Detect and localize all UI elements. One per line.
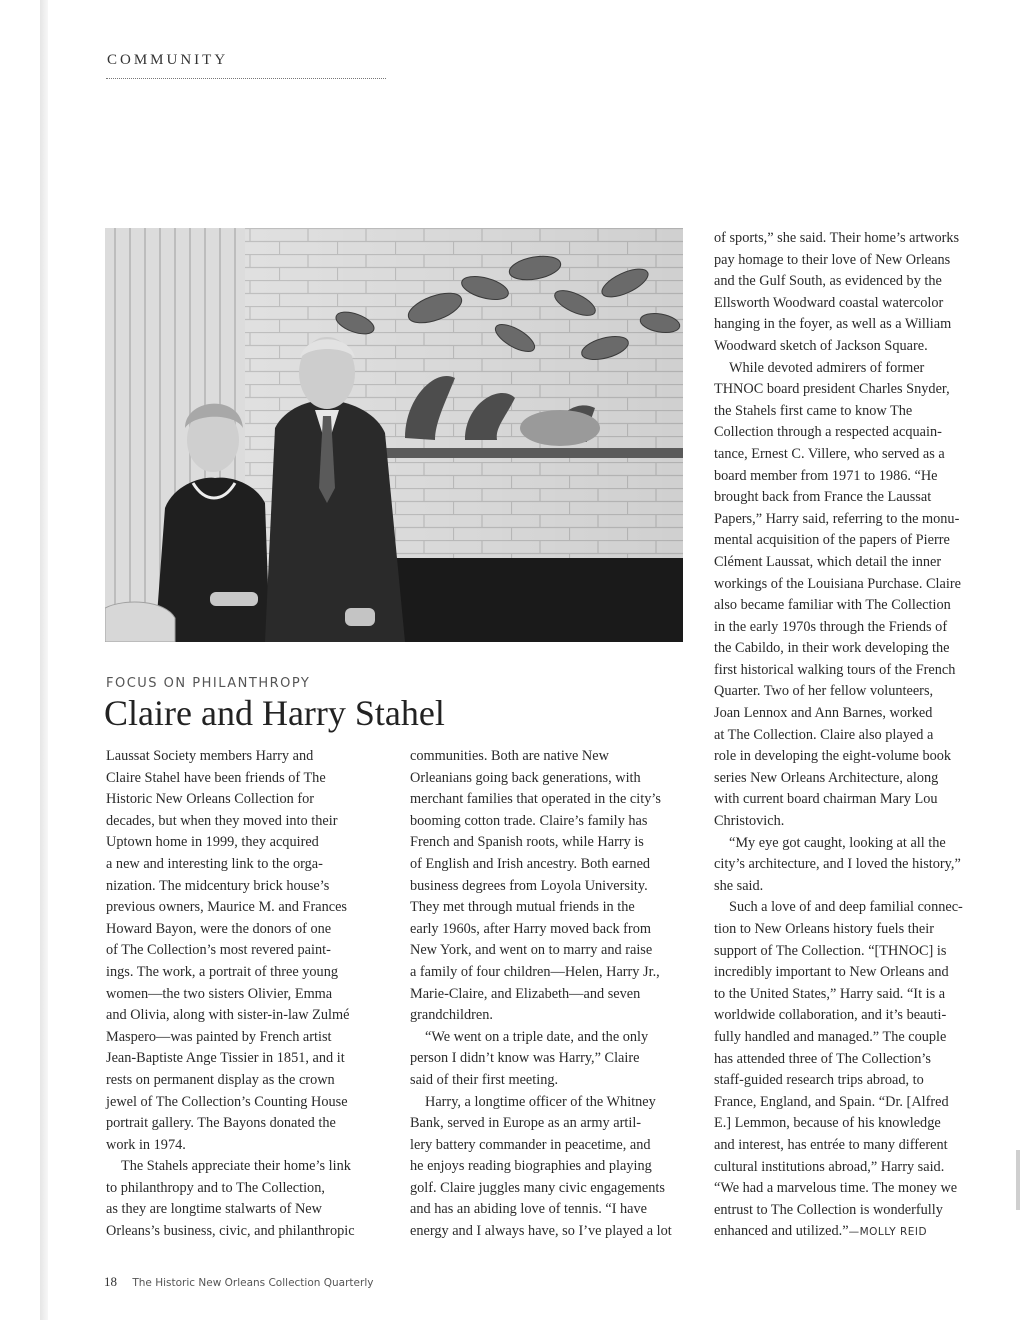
text-line: While devoted admirers of former xyxy=(729,359,925,376)
paragraph xyxy=(410,1027,706,1092)
text-line: business degrees from Loyola University. xyxy=(410,877,648,894)
article-column-1 xyxy=(106,746,396,1243)
text-line: said of their first meeting. xyxy=(410,1071,559,1088)
text-line: brought back from France the Laussat xyxy=(714,489,932,506)
text-line: he enjoys reading biographies and playing xyxy=(410,1158,652,1175)
paragraph xyxy=(106,1156,396,1242)
text-line: They met through mutual friends in the xyxy=(410,899,635,916)
text-line: tion to New Orleans history fuels their xyxy=(714,921,934,937)
text-line: decades, but when they moved into their xyxy=(106,812,338,829)
text-line: to the United States,” Harry said. “It is a xyxy=(714,985,946,1002)
text-line: also became familiar with The Collection xyxy=(714,597,951,614)
text-line: communities. Both are native New xyxy=(410,748,609,764)
publication-title: The Historic New Orleans Collection Quarterly xyxy=(132,1277,374,1289)
text-line: person I didn’t know was Harry,” Claire xyxy=(410,1050,640,1067)
text-line: “We went on a triple date, and the only xyxy=(425,1028,649,1045)
text-line: entrust to The Collection is wonderfully xyxy=(714,1201,943,1218)
text-line: in the early 1970s through the Friends of xyxy=(714,618,948,635)
page-edge-right xyxy=(1016,1150,1020,1210)
page-edge xyxy=(40,0,48,1320)
text-line: as they are longtime stalwarts of New xyxy=(106,1201,322,1218)
text-line: Harry, a longtime officer of the Whitney xyxy=(425,1093,656,1110)
text-line: to philanthropy and to The Collection, xyxy=(106,1179,325,1196)
text-line: and has an abiding love of tennis. “I have xyxy=(410,1201,648,1218)
text-line: first historical walking tours of the French xyxy=(714,661,956,678)
paragraph xyxy=(714,897,1004,1243)
text-line: Quarter. Two of her fellow volunteers, xyxy=(714,683,934,700)
text-line: Historic New Orleans Collection for xyxy=(106,791,315,808)
text-line: “My eye got caught, looking at all the xyxy=(729,834,946,851)
text-line: series New Orleans Architecture, along xyxy=(714,769,939,786)
text-line: support of The Collection. “[THNOC] is xyxy=(714,942,947,959)
page-number: 18 xyxy=(104,1274,117,1289)
text-line: tance, Ernest C. Villere, who served as a xyxy=(714,445,945,462)
text-line: at The Collection. Claire also played a xyxy=(714,726,934,743)
text-line: golf. Claire juggles many civic engagements xyxy=(410,1179,665,1196)
text-line: and Olivia, along with sister-in-law Zulmé xyxy=(106,1007,350,1024)
text-line: Orleanians going back generations, with xyxy=(410,769,641,786)
text-line: fully handled and managed.” The couple xyxy=(714,1028,947,1045)
text-line: Ellsworth Woodward coastal watercolor xyxy=(714,294,944,311)
text-line: rests on permanent display as the crown xyxy=(106,1071,335,1088)
text-line: staff-guided research trips abroad, to xyxy=(714,1072,924,1089)
text-line: Bank, served in Europe as an army artil- xyxy=(410,1115,642,1132)
text-line: Uptown home in 1999, they acquired xyxy=(106,834,319,851)
section-rule xyxy=(106,78,386,79)
text-line: Papers,” Harry said, referring to the monu- xyxy=(714,510,960,527)
text-line: enhanced and utilized.”—MOLLY REID xyxy=(714,1223,928,1240)
text-line: jewel of The Collection’s Counting House xyxy=(106,1093,348,1110)
text-line: lery battery commander in peacetime, and xyxy=(410,1136,651,1153)
text-line: mental acquisition of the papers of Pierre xyxy=(714,532,950,549)
text-line: and interest, has entrée to many different xyxy=(714,1136,948,1153)
text-line: Orleans’s business, civic, and philanthropic xyxy=(106,1223,355,1240)
article-column-2 xyxy=(410,746,706,1243)
text-line: Laussat Society members Harry and xyxy=(106,748,314,764)
text-line: Joan Lennox and Ann Barnes, worked xyxy=(714,705,933,722)
text-line: previous owners, Maurice M. and Frances xyxy=(106,899,347,916)
photo-illustration xyxy=(105,228,683,642)
text-line: Howard Bayon, were the donors of one xyxy=(106,920,332,937)
text-line: a new and interesting link to the orga- xyxy=(106,855,323,872)
text-line: work in 1974. xyxy=(106,1136,186,1153)
text-line: has attended three of The Collection’s xyxy=(714,1050,931,1067)
text-line: France, England, and Spain. “Dr. [Alfred xyxy=(714,1093,949,1110)
text-line: Marie-Claire, and Elizabeth—and seven xyxy=(410,985,641,1002)
text-line: role in developing the eight-volume book xyxy=(714,748,952,765)
text-line: early 1960s, after Harry moved back from xyxy=(410,920,651,937)
text-line: hanging in the foyer, as well as a William xyxy=(714,316,952,333)
paragraph xyxy=(714,358,1004,833)
text-line: Jean-Baptiste Ange Tissier in 1851, and it xyxy=(106,1050,345,1067)
text-line: of English and Irish ancestry. Both earned xyxy=(410,855,651,872)
text-line: Collection through a respected acquain- xyxy=(714,424,942,441)
text-line: workings of the Louisiana Purchase. Claire xyxy=(714,575,961,592)
article-column-3 xyxy=(714,228,1004,1243)
text-line: and the Gulf South, as evidenced by the xyxy=(714,273,942,290)
text-line: energy and I always have, so I’ve played a lot xyxy=(410,1223,672,1240)
stahel-photo xyxy=(105,228,683,642)
paragraph xyxy=(714,228,1004,358)
text-line: French and Spanish roots, while Harry is xyxy=(410,834,644,851)
text-line: E.] Lemmon, because of his knowledge xyxy=(714,1115,941,1132)
text-line: Such a love of and deep familial connec- xyxy=(729,899,963,916)
text-line: “We had a marvelous time. The money we xyxy=(714,1180,958,1197)
text-line: a family of four children—Helen, Harry Jr., xyxy=(410,963,660,980)
text-line: the Stahels first came to know The xyxy=(714,402,913,419)
text-line: cultural institutions abroad,” Harry said. xyxy=(714,1158,945,1175)
page-footer xyxy=(104,1274,373,1290)
text-line: city’s architecture, and I loved the history,” xyxy=(714,856,961,873)
paragraph xyxy=(410,746,706,1027)
text-line: women—the two sisters Olivier, Emma xyxy=(106,985,333,1002)
text-line: pay homage to their love of New Orleans xyxy=(714,251,951,268)
text-line: portrait gallery. The Bayons donated the xyxy=(106,1115,336,1132)
text-line: of The Collection’s most revered paint- xyxy=(106,942,331,959)
text-line: nization. The midcentury brick house’s xyxy=(106,877,330,894)
text-line: board member from 1971 to 1986. “He xyxy=(714,467,938,484)
text-line: the Cabildo, in their work developing the xyxy=(714,640,950,657)
text-line: The Stahels appreciate their home’s link xyxy=(121,1158,351,1175)
text-line: Maspero—was painted by French artist xyxy=(106,1028,332,1045)
text-line: THNOC board president Charles Snyder, xyxy=(714,381,950,398)
text-line: booming cotton trade. Claire’s family has xyxy=(410,812,648,829)
section-label: COMMUNITY xyxy=(107,52,229,68)
text-line: incredibly important to New Orleans and xyxy=(714,964,949,981)
text-line: of sports,” she said. Their home’s artworks xyxy=(714,230,960,246)
article-headline: Claire and Harry Stahel xyxy=(104,693,445,733)
article-kicker: FOCUS ON PHILANTHROPY xyxy=(106,676,311,691)
text-line: ings. The work, a portrait of three young xyxy=(106,963,339,980)
text-line: grandchildren. xyxy=(410,1007,493,1024)
paragraph xyxy=(410,1092,706,1243)
author-byline: —MOLLY REID xyxy=(848,1226,928,1239)
text-line: worldwide collaboration, and it’s beauti- xyxy=(714,1007,947,1024)
text-line: with current board chairman Mary Lou xyxy=(714,791,938,808)
text-line: New York, and went on to marry and raise xyxy=(410,942,653,959)
text-line: Claire Stahel have been friends of The xyxy=(106,769,326,786)
text-line: merchant families that operated in the city’s xyxy=(410,791,661,808)
paragraph xyxy=(106,746,396,1156)
paragraph xyxy=(714,833,1004,898)
text-line: she said. xyxy=(714,877,764,894)
text-line: Woodward sketch of Jackson Square. xyxy=(714,337,928,354)
text-line: Clément Laussat, which detail the inner xyxy=(714,553,942,570)
text-line: Christovich. xyxy=(714,813,785,830)
